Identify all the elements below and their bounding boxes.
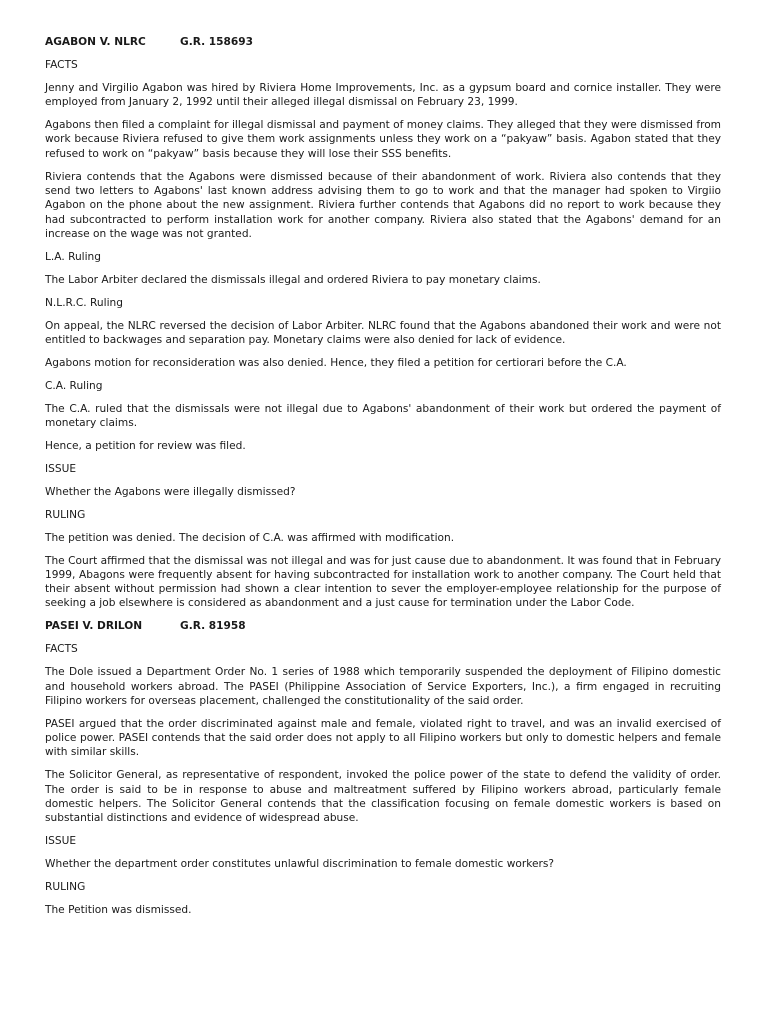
case-header (45, 35, 721, 49)
section-label-la-ruling: L.A. Ruling (45, 250, 101, 263)
paragraph: Jenny and Virgilio Agabon was hired by Riviera Home Improvements, Inc. as a gypsum board and cornice installer. They were employed from January 2, 1992 until their alleged illegal dismissal on February 23, 1999. (45, 82, 721, 109)
case-gr-number: G.R. 81958 (180, 620, 246, 633)
paragraph: The Solicitor General, as representative of respondent, invoked the police power of the state to defend the validity of order. The order is said to be in response to abuse and maltreatment suffered by Filipino workers abroad, particularly female domestic helpers. The Solicitor General contends that the classification focusing on female domestic workers is based on substantial distinctions and evidence of widespread abuse. (45, 769, 721, 825)
section-label-ruling: RULING (45, 881, 86, 893)
paragraph: The Dole issued a Department Order No. 1 series of 1988 which temporarily suspended the deployment of Filipino domestic and household workers abroad. The PASEI (Philippine Association of Service Exporters, Inc.), a firm engaged in recruiting Filipino workers for overseas placement, challenged the constitutionality of the said order. (45, 666, 721, 707)
case-title: AGABON V. NLRC (45, 36, 146, 48)
section-label-ca-ruling: C.A. Ruling (45, 379, 103, 392)
paragraph: Agabons then filed a complaint for illegal dismissal and payment of money claims. They alleged that they were dismissed from work because Riviera refused to give them work assignments unless they work on a “pakyaw” basis. Agabon stated that they refused to work on “pakyaw” basis because they will lose their SSS benefits. (45, 119, 721, 160)
case-title: PASEI V. DRILON (45, 620, 143, 633)
paragraph: Whether the Agabons were illegally dismissed? (45, 485, 296, 498)
section-label-issue: ISSUE (45, 462, 77, 475)
section-label-issue: ISSUE (45, 835, 77, 848)
paragraph: Whether the department order constitutes unlawful discrimination to female domestic workers? (45, 858, 555, 871)
case-gr-number: G.R. 158693 (180, 36, 254, 48)
case-header (45, 619, 721, 633)
paragraph: The Court affirmed that the dismissal was not illegal and was for just cause due to abandonment. It was found that in February 1999, Abagons were frequently absent for having subcontracted for installation work to another company. The Court held that their absent without permission had shown a clear intention to sever the employer-employee relationship for the purpose of seeking a job elsewhere is considered as abandonment and a just cause for termination under the Labor Code. (45, 554, 721, 610)
paragraph: PASEI argued that the order discriminated against male and female, violated right to travel, and was an invalid exercised of police power. PASEI contends that the said order does not apply to all Filipino workers but only to domestic helpers and female with similar skills. (45, 717, 721, 759)
section-label-ruling: RULING (45, 508, 86, 521)
paragraph: Hence, a petition for review was filed. (45, 439, 246, 452)
paragraph: The petition was denied. The decision of C.A. was affirmed with modification. (45, 531, 455, 544)
section-label-nlrc-ruling: N.L.R.C. Ruling (45, 296, 123, 309)
section-label-facts: FACTS (45, 643, 78, 656)
paragraph: Agabons motion for reconsideration was also denied. Hence, they filed a petition for certiorari before the C.A. (45, 356, 627, 369)
paragraph: The C.A. ruled that the dismissals were not illegal due to Agabons' abandonment of their work but ordered the payment of monetary claims. (45, 402, 721, 430)
paragraph: The Petition was dismissed. (45, 904, 192, 916)
section-label-facts: FACTS (45, 59, 78, 71)
paragraph: On appeal, the NLRC reversed the decision of Labor Arbiter. NLRC found that the Agabons abandoned their work and were not entitled to backwages and separation pay. Monetary claims were also denied for lack of evidence. (45, 319, 721, 346)
paragraph: The Labor Arbiter declared the dismissals illegal and ordered Riviera to pay monetary claims. (45, 273, 541, 286)
paragraph: Riviera contends that the Agabons were dismissed because of their abandonment of work. Riviera also contends that they send two letters to Agabons' last known address advising them to go to work and that the manager had spoken to Virgiio Agabon on the phone about the new assignment. Riviera further contends that Agabons did no report to work because they had subcontracted to perform installation work for another company. Riviera also stated that the Agabons' demand for an increase on the wage was not granted. (45, 170, 721, 240)
